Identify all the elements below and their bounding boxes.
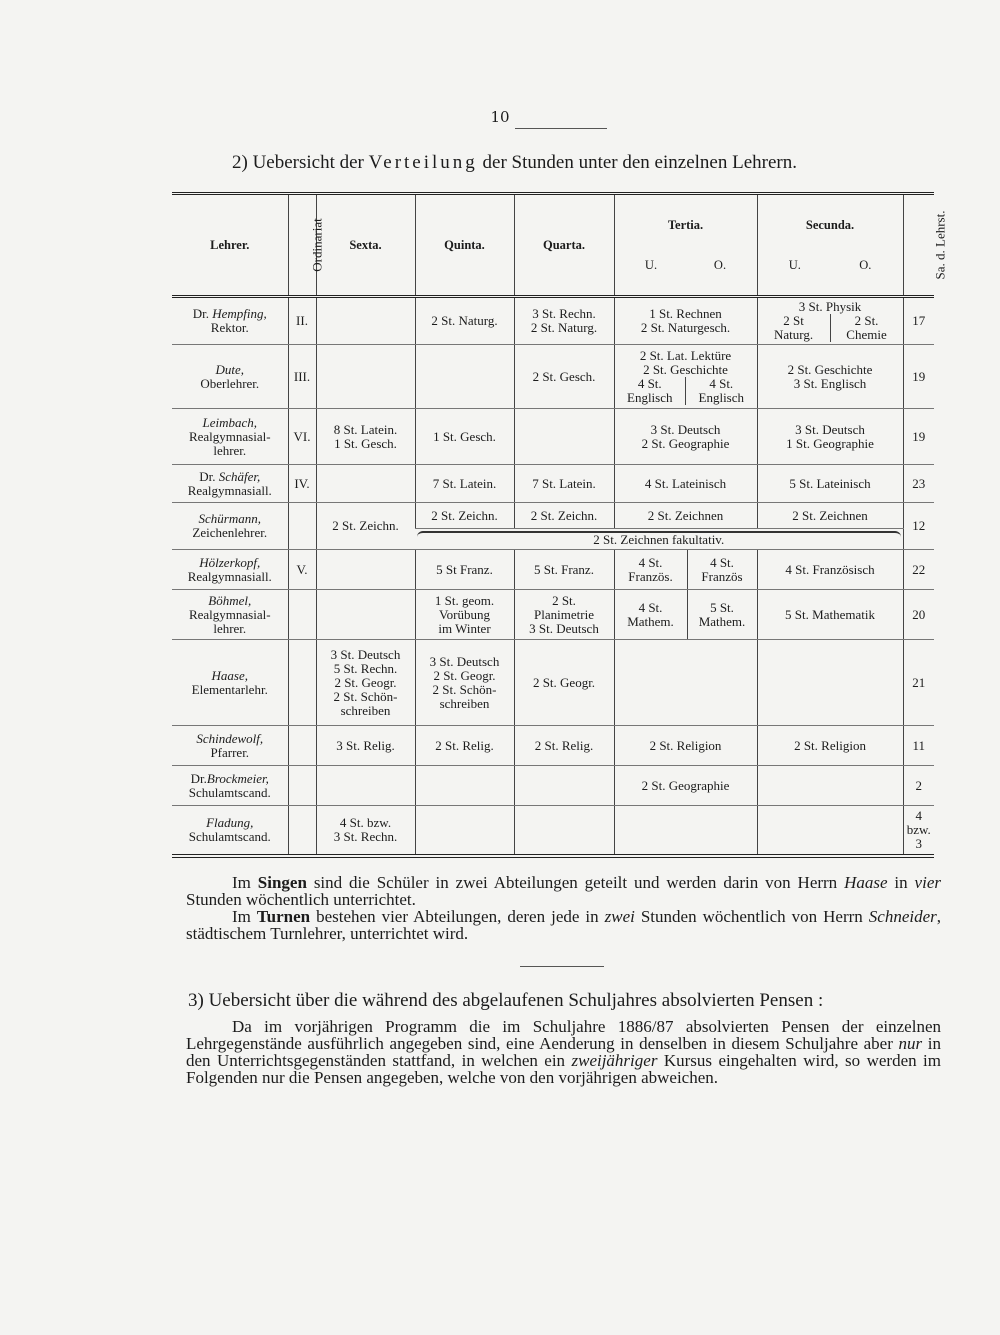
hours-cell: 5 St. Mathematik (757, 590, 903, 640)
t: Kursus eingehalten wird, so werden im Folgenden nur die Pensen angegeben, welche von den vorjährigen abweichen. (186, 1051, 941, 1087)
hours-cell (316, 465, 415, 503)
hours-cell (288, 503, 316, 550)
section-3-paragraph (186, 1018, 941, 1086)
teacher-role: Schulamtscand. (188, 828, 271, 844)
hours-cell (757, 766, 903, 806)
teacher-role: Oberlehrer. (200, 375, 260, 391)
cell-top: 2 St. Lat. Lektüre 2 St. Geschichte (639, 347, 732, 377)
hours-cell (757, 640, 903, 726)
table-row (172, 465, 934, 503)
teacher-name: Hempfing, (212, 306, 267, 321)
hours-cell: 2 St. Zeichnen (757, 503, 903, 529)
hours-cell: 19 (903, 345, 934, 409)
hours-cell (415, 345, 514, 409)
hours-cell: 21 (903, 640, 934, 726)
hours-cell (757, 806, 903, 856)
hours-cell: 3 St. Rechn. 2 St. Naturg. (514, 297, 614, 345)
teacher-cell (172, 503, 288, 550)
hours-cell: 4 St. Mathem. (614, 590, 687, 640)
table-row (172, 726, 934, 766)
teacher-role: Rektor. (210, 320, 249, 335)
hours-cell (288, 640, 316, 726)
hours-cell: 2 St. Relig. (415, 726, 514, 766)
title-part: 2) Uebersicht der (232, 152, 369, 173)
t: Schneider (868, 907, 937, 926)
header-ordinariat (288, 194, 325, 297)
teacher-role: Zeichenlehrer. (192, 525, 268, 540)
teacher-role: Elementarlehr. (191, 681, 268, 697)
teacher-name: Schäfer, (218, 468, 261, 484)
hours-cell: IV. (288, 465, 316, 503)
teacher-role: Realgymnasiall. (187, 482, 272, 498)
teacher-cell (172, 640, 288, 726)
header-tertia (614, 194, 757, 297)
t: zweijähriger (571, 1051, 658, 1070)
hours-cell (757, 297, 903, 345)
hours-cell (316, 297, 415, 345)
teacher-cell (172, 726, 288, 766)
hours-cell: 23 (903, 465, 934, 503)
hours-cell (316, 590, 415, 640)
table-row (172, 297, 934, 345)
teacher-hours-table (172, 192, 947, 858)
hours-cell: 3 St. Deutsch 1 St. Geographie (757, 409, 903, 465)
hours-cell: 5 St Franz. (415, 550, 514, 590)
hours-cell (316, 766, 415, 806)
teacher-name: Schürmann, (198, 511, 261, 526)
teacher-name: Hölzerkopf, (199, 554, 261, 570)
teacher-title: Dr. (192, 306, 213, 321)
teacher-name: Schindewolf, (196, 730, 264, 746)
teacher-name: Haase, (211, 667, 248, 683)
teacher-cell (172, 766, 288, 806)
hours-cell: 3 St. Deutsch 2 St. Geographie (614, 409, 757, 465)
t: Haase (844, 873, 888, 892)
cell-split: 4 St. Englisch (627, 375, 673, 405)
hours-cell (514, 806, 614, 856)
hours-cell: 19 (903, 409, 934, 465)
hours-cell (415, 766, 514, 806)
hours-cell: 2 St. Zeichn. (316, 503, 415, 550)
hours-cell: 7 St. Latein. (514, 465, 614, 503)
t: Stunden wöchentlich unterrichtet. (186, 890, 416, 909)
header-sum-label: Sa. d. Lehrst. (932, 210, 947, 280)
table-row (172, 590, 934, 640)
header-sexta: Sexta. (316, 194, 415, 297)
hours-cell: 2 St. Planimetrie 3 St. Deutsch (514, 590, 614, 640)
header-u: U. (644, 258, 658, 272)
hours-cell: 2 St. Religion (757, 726, 903, 766)
section-3-body (186, 1018, 941, 1086)
section-3-title: 3) Uebersicht über die während des abgelaufenen Schuljahres absolvierten Pensen : (188, 990, 824, 1011)
hours-cell (288, 806, 316, 856)
header-secunda (757, 194, 903, 297)
hours-cell: 7 St. Latein. (415, 465, 514, 503)
hours-cell (614, 640, 757, 726)
hours-cell: 5 St. Mathem. (687, 590, 757, 640)
hours-cell (514, 409, 614, 465)
header-quinta: Quinta. (415, 194, 514, 297)
teacher-cell (172, 297, 288, 345)
t: bestehen vier Abteilungen, deren jede in (310, 907, 605, 926)
table-row (172, 345, 934, 409)
hours-cell: 4 bzw. 3 (903, 806, 934, 856)
t: nur (898, 1034, 923, 1053)
table-row (172, 766, 934, 806)
teacher-cell (172, 345, 288, 409)
hours-cell: 4 St. bzw. 3 St. Rechn. (316, 806, 415, 856)
header-tertia-label: Tertia. (667, 218, 704, 232)
hours-cell: 4 St. Französ. (614, 550, 687, 590)
hours-cell: 1 St. geom. Vorübung im Winter (415, 590, 514, 640)
cell-top: 3 St. Physik (798, 299, 862, 314)
hours-cell: 3 St. Relig. (316, 726, 415, 766)
hours-cell: 2 St. Geschichte 3 St. Englisch (757, 345, 903, 409)
section-2-title (232, 152, 797, 174)
hours-cell: 2 St. Relig. (514, 726, 614, 766)
hours-cell: 2 St. Zeichn. (514, 503, 614, 529)
teacher-cell (172, 409, 288, 465)
teacher-name: Fladung, (206, 814, 254, 830)
cell-split: 4 St. Englisch (685, 377, 757, 405)
table-header-row (172, 194, 934, 297)
hours-cell (288, 590, 316, 640)
hours-cell: 5 St. Franz. (514, 550, 614, 590)
hours-cell (415, 529, 903, 550)
t: Im (232, 873, 258, 892)
teacher-role: Realgymnasial- lehrer. (188, 428, 271, 458)
header-o: O. (859, 258, 872, 272)
teacher-role: Realgymnasiall. (187, 568, 272, 584)
hours-cell: 4 St. Französisch (757, 550, 903, 590)
hours-cell: 11 (903, 726, 934, 766)
divider (520, 966, 604, 967)
t: in den Unterrichtsgegenständen stattfand, in welchen ein (186, 1034, 941, 1070)
hours-cell: 8 St. Latein. 1 St. Gesch. (316, 409, 415, 465)
header-sum (903, 194, 947, 297)
hours-cell: 1 St. Gesch. (415, 409, 514, 465)
t: Turnen (256, 907, 311, 926)
table-row (172, 550, 934, 590)
header-quarta: Quarta. (514, 194, 614, 297)
hours-cell: 2 St. Naturg. (415, 297, 514, 345)
hours-cell: 2 St. Religion (614, 726, 757, 766)
hours-cell: 2 St. Zeichn. (415, 503, 514, 529)
header-u: U. (788, 258, 801, 272)
hours-cell: 2 St. Gesch. (514, 345, 614, 409)
header-secunda-label: Secunda. (805, 218, 855, 232)
table-row (172, 503, 934, 529)
hours-cell: 22 (903, 550, 934, 590)
title-part: der Stunden unter den einzelnen Lehrern. (477, 152, 797, 173)
t: vier (914, 873, 941, 892)
hours-cell: III. (288, 345, 316, 409)
hours-cell (288, 766, 316, 806)
hours-cell (514, 766, 614, 806)
teacher-title: Dr. (190, 770, 207, 786)
table-row (172, 806, 934, 856)
hours-cell (316, 345, 415, 409)
t: Stunden wöchentlich von Herrn (634, 907, 869, 926)
teacher-role: Schulamtscand. (188, 784, 271, 800)
teacher-name: Brockmeier, (206, 770, 269, 786)
t: in (887, 873, 915, 892)
hours-cell: 3 St. Deutsch 2 St. Geogr. 2 St. Schön- schreiben (415, 640, 514, 726)
hours-cell: II. (288, 297, 316, 345)
hours-cell (614, 806, 757, 856)
hours-cell: 4 St. Französ (687, 550, 757, 590)
hours-cell: 5 St. Lateinisch (757, 465, 903, 503)
hours-cell: 2 (903, 766, 934, 806)
hours-cell (415, 806, 514, 856)
hours-cell: 1 St. Rechnen 2 St. Naturgesch. (614, 297, 757, 345)
hours-cell: 2 St. Geogr. (514, 640, 614, 726)
hours-cell: 12 (903, 503, 934, 550)
t: Da im vorjährigen Programm die im Schuljahre 1886/87 absolvierten Pensen der einzelnen Lehrgegenstände ausführlich angegeben sind, eine Aenderung in denselben in diesem Schuljahre aber (186, 1017, 941, 1053)
teacher-name: Leimbach, (202, 414, 258, 430)
table-row (172, 640, 934, 726)
header-o: O. (713, 258, 727, 272)
notes (186, 874, 941, 942)
teacher-role: Pfarrer. (210, 744, 250, 760)
optional-drawing-note: 2 St. Zeichnen fakultativ. (417, 531, 901, 547)
teacher-name: Böhmel, (208, 592, 252, 608)
hours-cell: 4 St. Lateinisch (614, 465, 757, 503)
hours-cell: 2 St. Geographie (614, 766, 757, 806)
t: zwei (604, 907, 635, 926)
teacher-cell (172, 550, 288, 590)
hours-cell (614, 345, 757, 409)
teacher-role: Realgymnasial- lehrer. (188, 606, 271, 636)
teacher-cell (172, 590, 288, 640)
page-number: 10 (490, 108, 510, 126)
header-lehrer: Lehrer. (172, 194, 288, 297)
hours-cell: VI. (288, 409, 316, 465)
table-row (172, 409, 934, 465)
hours-cell (288, 726, 316, 766)
hours-cell (316, 550, 415, 590)
cell-split: 2 St. Chemie (830, 314, 903, 342)
hours-cell: 2 St. Zeichnen (614, 503, 757, 529)
cell-split: 2 St Naturg. (773, 313, 814, 342)
note-singing (186, 874, 941, 908)
note-gym (186, 908, 941, 942)
t: , städtischem Turnlehrer, unterrichtet wird. (186, 907, 942, 943)
teacher-title: Dr. (199, 468, 219, 484)
t: Im (232, 907, 257, 926)
hours-cell: 17 (903, 297, 934, 345)
header-ordinariat-label: Ordinariat (309, 218, 325, 272)
title-spaced-word: Verteilung (368, 152, 478, 173)
teacher-name: Dute, (215, 361, 245, 377)
t: sind die Schüler in zwei Abteilungen geteilt und werden darin von Herrn (306, 873, 845, 892)
divider (515, 128, 607, 129)
t: Singen (257, 873, 307, 892)
hours-cell: V. (288, 550, 316, 590)
hours-cell: 20 (903, 590, 934, 640)
teacher-cell (172, 806, 288, 856)
hours-cell: 3 St. Deutsch 5 St. Rechn. 2 St. Geogr. 2 St. Schön- schreiben (316, 640, 415, 726)
teacher-cell (172, 465, 288, 503)
table-body (172, 297, 934, 856)
